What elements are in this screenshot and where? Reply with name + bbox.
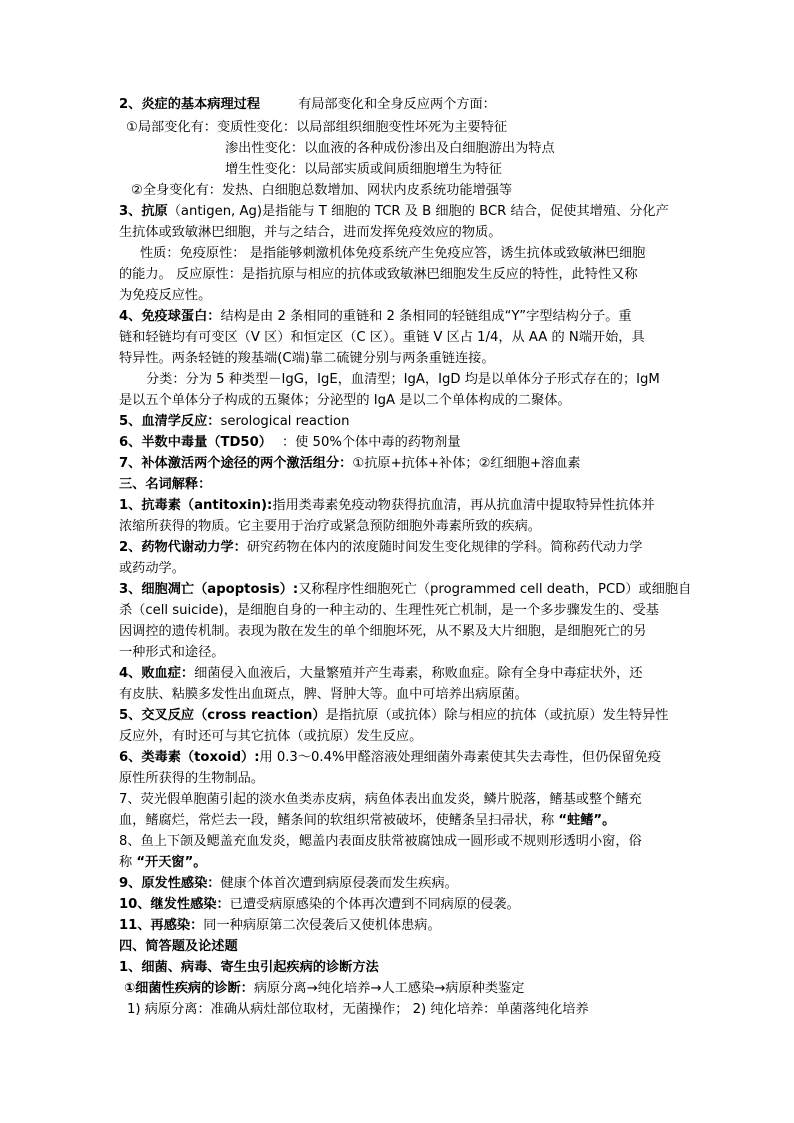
text-antigen-def: （antigen, Ag)是指能与 T 细胞的 TCR 及 B 细胞的 BCR 结合，促使其增殖、分化产: [167, 204, 669, 219]
line-isolation-purification: 1) 病原分离：准确从病灶部位取材，无菌操作； 2) 纯化培养：单菌落纯化培养: [127, 1002, 589, 1017]
text-immunoglobulin-structure: 结构是由 2 条相同的重链和 2 条相同的轻链组成“Y”字型结构分子。重: [220, 309, 632, 324]
heading-reinfection: 11、再感染：: [119, 918, 204, 933]
line-immunoglobulin-cont: 链和轻链均有可变区（V 区）和恒定区（C 区）。重链 V 区占 1/4，从 AA 的 N端开始，具: [119, 330, 645, 345]
line-bacterial-diagnosis: [124, 979, 524, 999]
line-septicemia-cont: 有皮肤、粘膜多发性出血斑点，脾、肾肿大等。血中可培养出病原菌。: [119, 687, 528, 702]
text-bacterial-diagnosis-steps: 病原分离→纯化培养→人工感染→病原种类鉴定: [253, 981, 525, 996]
text-cross-reaction: 是指抗原（或抗体）除与相应的抗体（或抗原）发生特异性: [325, 708, 669, 723]
text-skylight: 称: [119, 855, 137, 870]
line-apoptosis: [119, 580, 691, 600]
line-toxoid: [119, 748, 661, 768]
text-septicemia: 细菌侵入血液后，大量繁殖并产生毒素，称败血症。除有全身中毒症状外，还: [194, 666, 643, 681]
text-primary-infection: 健康个体首次遭到病原侵袭而发生疾病。: [220, 876, 458, 891]
text-complement: ①抗原+抗体+补体；②红细胞+溶血素: [352, 456, 581, 471]
line-antigen-properties-end: 为免疫反应性。: [119, 288, 212, 303]
heading-td50: 6、半数中毒量（TD50）: [119, 435, 272, 450]
line-serological-reaction: [119, 412, 349, 432]
text-antitoxin: 指用类毒素免疫动物获得抗血清，再从抗血清中提取特异性抗体并: [272, 498, 655, 513]
heading-inflammation: 2、炎症的基本病理过程: [119, 97, 261, 112]
line-gill-cover: 8、鱼上下颌及鳃盖充血发炎，鳃盖内表面皮肤常被腐蚀成一圆形或不规则形透明小窗，俗: [119, 834, 642, 849]
line-td50: [119, 433, 461, 453]
line-antigen-properties-cont: 的能力。 反应原性：是指抗原与相应的抗体或致敏淋巴细胞发生反应的特性，此特性又称: [119, 267, 638, 282]
line-local-change: ①局部变化有：变质性变化：以局部组织细胞变性坏死为主要特征: [126, 120, 508, 135]
text-serological-reaction: serological reaction: [220, 414, 350, 429]
heading-antigen: 3、抗原: [119, 204, 168, 219]
line-apoptosis-cont2: 因调控的遗传机制。表现为散在发生的单个细胞坏死，从不累及大片细胞，是细胞死亡的另: [119, 624, 647, 639]
heading-primary-infection: 9、原发性感染：: [119, 876, 221, 891]
line-toxoid-cont: 原性所获得的生物制品。: [119, 771, 265, 786]
line-apoptosis-cont: 杀（cell suicide)，是细胞自身的一种主动的、生理性死亡机制，是一个多步骤发生的、受基: [119, 603, 659, 618]
line-complement: [119, 454, 581, 474]
text-td50: ：使 50%个体中毒的药物剂量: [281, 435, 461, 450]
line-reinfection: [119, 916, 441, 936]
line-exudative-change: 渗出性变化：以血液的各种成份渗出及白细胞游出为特点: [225, 141, 555, 156]
heading-toxoid: 6、类毒素（toxoid）:: [119, 750, 260, 765]
line-primary-infection: [119, 874, 458, 894]
line-secondary-infection: [119, 895, 520, 915]
line-antigen-cont: 生抗体或致敏淋巴细胞，并与之结合，进而发挥免疫效应的物质。: [119, 225, 502, 240]
line-antigen-properties: 性质：免疫原性： 是指能够刺激机体免疫系统产生免疫应答，诱生抗体或致敏淋巴细胞: [140, 246, 646, 261]
line-red-skin-disease-cont: [119, 811, 615, 831]
line-systemic-change: ②全身变化有：发热、白细胞总数增加、网状内皮系统功能增强等: [131, 183, 513, 198]
text-fin-rot: 血，鳍腐烂，常烂去一段，鳍条间的软组织常被破坏，使鳍条呈扫帚状，称: [119, 813, 559, 828]
line-antigen: [119, 202, 669, 222]
heading-secondary-infection: 10、继发性感染：: [119, 897, 230, 912]
heading-immunoglobulin: 4、免疫球蛋白：: [119, 309, 221, 324]
text-pharmacokinetics: 研究药物在体内的浓度随时间发生变化规律的学科。简称药代动力学: [246, 540, 643, 555]
term-skylight: “开天窗”。: [136, 855, 207, 870]
line-proliferative-change: 增生性变化：以局部实质或间质细胞增生为特征: [225, 162, 502, 177]
heading-cross-reaction: 5、交叉反应（cross reaction）: [119, 708, 326, 723]
heading-diagnosis-methods: 1、细菌、病毒、寄生虫引起疾病的诊断方法: [119, 960, 379, 975]
line-gill-cover-cont: [119, 853, 206, 873]
text-apoptosis: 又称程序性细胞死亡（programmed cell death，PCD）或细胞自: [298, 582, 692, 597]
line-red-skin-disease: 7、荧光假单胞菌引起的淡水鱼类赤皮病，病鱼体表出血发炎，鳞片脱落，鳍基或整个鳍充: [119, 792, 642, 807]
line-immunoglobulin-classes: 分类：分为 5 种类型－IgG，IgE，血清型；IgA，IgD 均是以单体分子形式存在的；IgM: [146, 372, 660, 387]
line-antitoxin-cont: 浓缩所获得的物质。它主要用于治疗或紧急预防细胞外毒素所致的疾病。: [119, 519, 541, 534]
text-toxoid: 用 0.3～0.4%甲醛溶液处理细菌外毒素使其失去毒性，但仍保留免疫: [259, 750, 662, 765]
heading-bacterial-diagnosis: ①细菌性疾病的诊断：: [124, 981, 254, 996]
heading-complement: 7、补体激活两个途径的两个激活组分：: [119, 456, 353, 471]
text-secondary-infection: 已遭受病原感染的个体再次遭到不同病原的侵袭。: [229, 897, 520, 912]
text-reinfection: 同一种病原第二次侵袭后又使机体患病。: [203, 918, 441, 933]
term-fin-rot: “蛀鳍”。: [558, 813, 616, 828]
section-heading-terms: 三、名词解释：: [119, 477, 212, 492]
heading-serological-reaction: 5、血清学反应：: [119, 414, 221, 429]
line-cross-reaction-cont: 反应外，有时还可与其它抗体（或抗原）发生反应。: [119, 729, 423, 744]
heading-apoptosis: 3、细胞凋亡（apoptosis）:: [119, 582, 299, 597]
section-heading-questions: 四、简答题及论述题: [119, 939, 238, 954]
text-inflammation-intro: 有局部变化和全身反应两个方面：: [298, 97, 496, 112]
line-antitoxin: [119, 496, 655, 516]
line-pharmacokinetics-cont: 或药动学。: [119, 561, 185, 576]
line-septicemia: [119, 664, 643, 684]
line-immunoglobulin: [119, 307, 632, 327]
line-cross-reaction: [119, 706, 668, 726]
line-apoptosis-cont3: 一种形式和途径。: [119, 645, 225, 660]
line-immunoglobulin-classes-cont: 是以五个单体分子构成的五聚体；分泌型的 IgA 是以二个单体构成的二聚体。: [119, 393, 571, 408]
line-immunoglobulin-cont2: 特异性。两条轻链的羧基端(C端)靠二硫键分别与两条重链连接。: [119, 351, 495, 366]
heading-septicemia: 4、败血症：: [119, 666, 195, 681]
heading-pharmacokinetics: 2、药物代谢动力学：: [119, 540, 247, 555]
heading-antitoxin: 1、抗毒素（antitoxin):: [119, 498, 273, 513]
line-inflammation-heading: [119, 95, 496, 115]
line-pharmacokinetics: [119, 538, 643, 558]
